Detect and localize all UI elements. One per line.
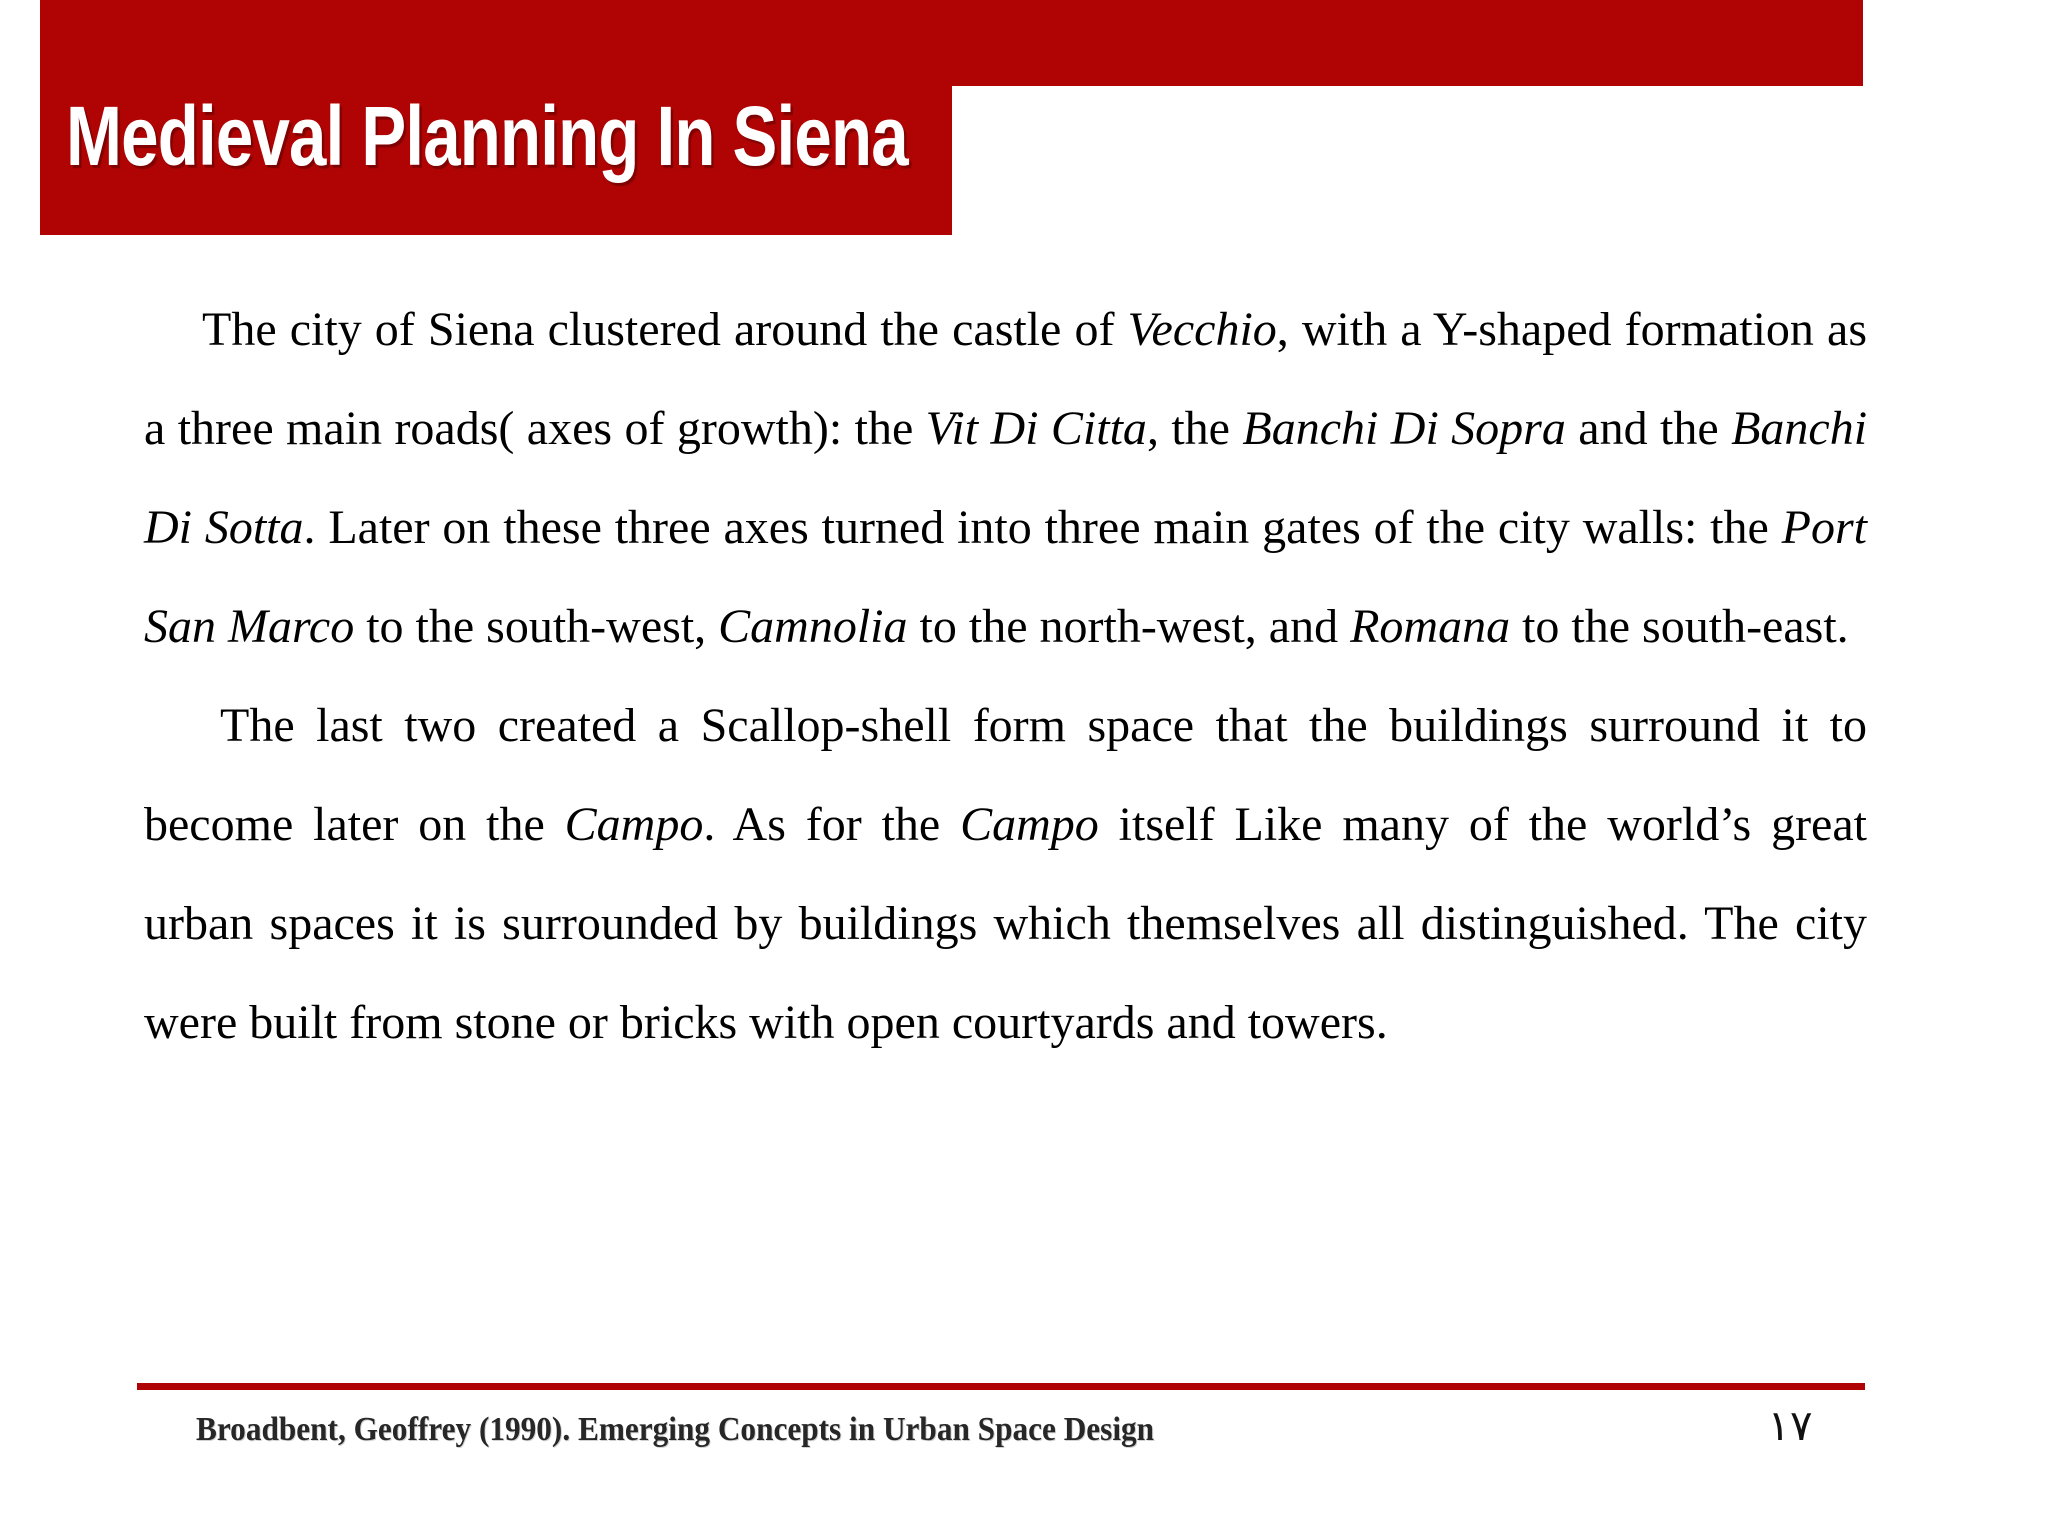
footer-divider xyxy=(137,1383,1865,1390)
body-text xyxy=(144,280,1867,1072)
paragraph-2: The last two created a Scallop-shell form space that the buildings surround it to become later on the Campo. As for the Campo itself Like many of the world’s great urban spaces it is surrounded by buildings which themselves all distinguished. The city were built from stone or bricks with open courtyards and towers. xyxy=(144,699,1868,1049)
header-banner xyxy=(0,0,2048,250)
slide-title: Medieval Planning In Siena xyxy=(66,89,908,183)
footer-citation: Broadbent, Geoffrey (1990). Emerging Concepts in Urban Space Design xyxy=(196,1411,1155,1448)
page-number: ١٧ xyxy=(1767,1401,1813,1450)
paragraph-1: The city of Siena clustered around the castle of Vecchio, with a Y-shaped formation as a three main roads( axes of growth): the Vit Di Citta, the Banchi Di Sopra and the Banchi Di Sotta. Later on these three axes turned into three main gates of the city walls: the Port San Marco to the south-west, Camnolia to the north-west, and Romana to the south-east. xyxy=(144,303,1868,653)
footer xyxy=(0,1378,2048,1536)
